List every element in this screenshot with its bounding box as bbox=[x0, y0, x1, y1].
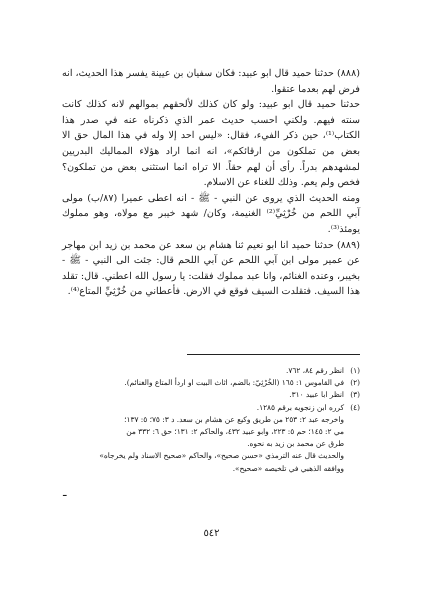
footnote-4 bbox=[62, 402, 360, 414]
footnotes bbox=[62, 365, 360, 475]
page-number: ٥٤٢ bbox=[203, 528, 220, 539]
footnote-number: (١) bbox=[350, 366, 360, 375]
hadith-889-paragraph: (٨٨٩) حدثنا حميد انا ابو نعيم ثنا هشام بن سعد عن محمد بن زيد ابن مهاجر عن عمير مولى ابن آبي اللحم عن آبي اللحم قال: جئت الى النبي - ﷺ - بخيبر، وعنده الغنائم، وانا عبد مملوك فقلت: يا رسول الله اعطني. قال: تقلد هذا السيف. فتقلدت السيف فوقع في الارض. فأعطاني من خُرْثِيِّ المتاع⁽⁴⁾. bbox=[62, 239, 360, 298]
footnote-text: في القاموس ١: ١٦٥ (الخُرْثِيّ: بالضم، اثاث البيت او اردأ المتاع والغنائم). bbox=[124, 378, 344, 388]
footnote-number: (٤) bbox=[350, 402, 360, 412]
footnote-4-line: واخرجه عبد ٢: ٢٥٣ من طريق وكيع عن هشام بن سعد. د ٣: ٧٥؛ ٥: ١٣٧؛ bbox=[124, 414, 344, 424]
margin-mark: ـ bbox=[63, 485, 67, 499]
narration-paragraph: ومنه الحديث الذي يروى عن النبي - ﷺ - انه اعطى عميرا (٨٧/ب) مولى آبي اللحم من خُرْثِيِّ⁽²⁾ الغنيمة، وكان/ شهد خيبر مع مولاه، وهو مملوك يومئذ⁽³⁾. bbox=[62, 192, 361, 235]
footnote-number: (٢) bbox=[350, 378, 360, 388]
footnote-text: انظر رقم ٨٤، ٧٦٢. bbox=[286, 366, 344, 375]
main-text bbox=[62, 66, 360, 300]
footnote-4-line: والحديث قال عنه الترمذي «حسن صحيح»، والحاكم «صحيح الاسناد ولم يخرجاه» bbox=[99, 451, 344, 461]
footnote-2 bbox=[62, 377, 360, 389]
footnote-number: (٣) bbox=[350, 390, 360, 400]
footnote-4-line: مي ٢: ١٤٥؛ حم ٥: ٢٢٣، وابو عبيد ٤٣٢، والحاكم ٢: ١٣١؛ حق ٦: ٣٣٢ من bbox=[126, 427, 344, 437]
footnote-3 bbox=[62, 389, 360, 401]
footnote-text: كرره ابن زنجويه برقم ١٢٨٥. bbox=[256, 402, 344, 412]
footnote-separator bbox=[187, 354, 360, 355]
footnote-4-line: طرق عن محمد بن زيد به نحوه. bbox=[247, 439, 344, 449]
footnote-4-line: ووافقه الذهبي في تلخيصه «صحيح». bbox=[232, 463, 344, 473]
hadith-888-paragraph: (٨٨٨) حدثنا حميد قال ابو عبيد: فكان سفيان بن عيينة يفسر هذا الحديث، انه فرض لهم بعدما عتقوا. bbox=[62, 68, 360, 95]
footnote-1 bbox=[62, 365, 360, 377]
footnote-text: انظر ابا عبيد ٣١٠. bbox=[289, 390, 344, 400]
commentary-paragraph: حدثنا حميد قال ابو عبيد: ولو كان كذلك لألحقهم بموالهم لانه كذلك كانت سنته فيهم. ولكني احسب حديث عمر الذي ذكرناه عنه في صدر هذا الكتاب⁽¹⁾، حين ذكر الفيء، فقال: «ليس احد إلا وله في هذا المال حق الا بعض من تملكون من ارقائكم»، انه انما اراد هؤلاء المماليك البدريين لمشهدهم بدراً. رأى أن لهم حقاً. الا تراه انما استثنى بعض من تملكون؟ فخص ولم يعم. وذلك للغناء عن الاسلام. bbox=[62, 99, 360, 189]
